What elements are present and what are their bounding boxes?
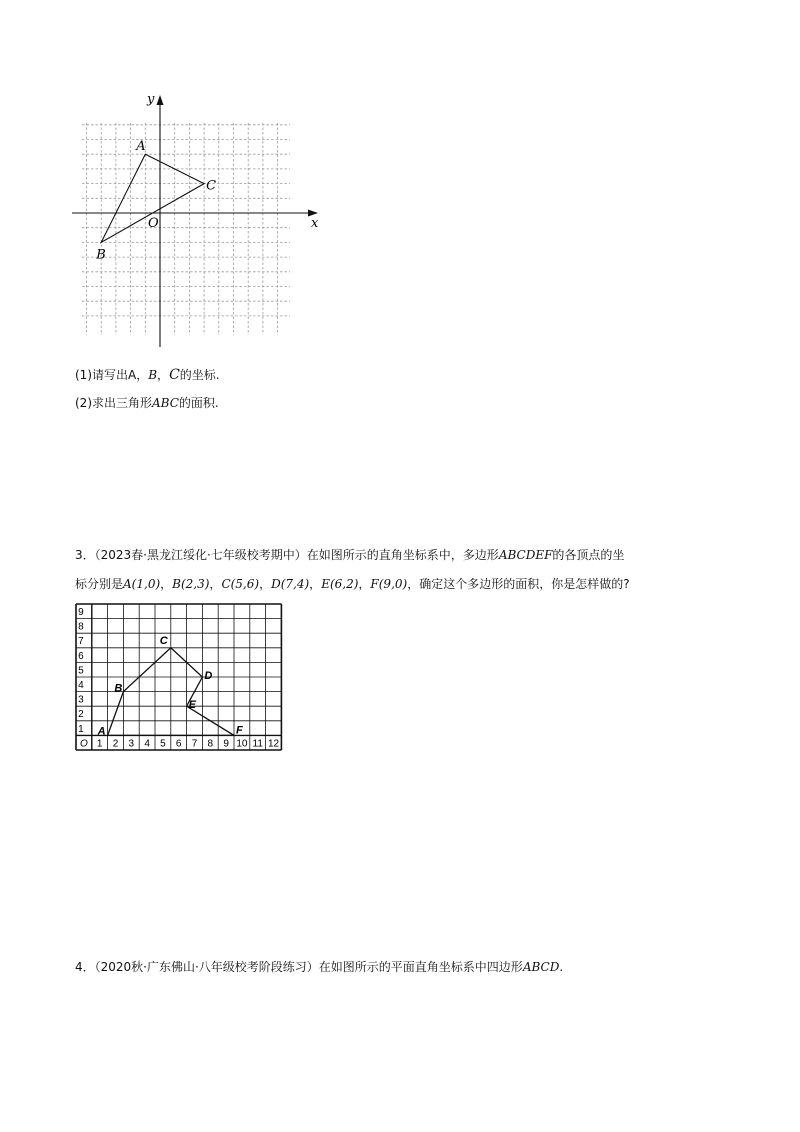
dashed-grid [82,123,290,335]
solid-grid [76,604,281,750]
q2-text-end: 的面积. [178,396,219,410]
quadrilateral-name: ABCD [522,960,560,974]
y-axis-label: y [147,92,155,107]
x-tick-label: 5 [160,738,166,750]
question-3-question: ，确定这个多边形的面积，你是怎样做的? [407,577,630,591]
q1-separator: ， [157,368,170,382]
coord-d: D(7,4) [271,577,310,591]
polygon-grid-figure [74,602,294,774]
x-tick-label: 7 [191,738,198,750]
vertex-labels [97,635,243,738]
x-tick-label: 9 [223,738,229,750]
vertex-label-b: B [96,247,106,263]
triangle-coordinate-figure [70,90,330,350]
x-tick-label: 11 [252,738,263,750]
y-tick-label: 4 [78,680,84,691]
vertex-label-c: C [206,178,217,194]
y-tick-label: 3 [78,694,84,706]
question-4-number: 4． [75,960,95,974]
y-tick-label: 2 [78,709,84,721]
x-tick-label: 4 [144,738,150,750]
x-tick-label: 10 [236,738,248,750]
question-4 [75,958,563,975]
vertex-label: C [159,634,168,647]
coord-a: A(1,0) [123,577,161,591]
coord-c: C(5,6) [221,577,260,591]
q1-text: (1)请写出A， [75,368,149,382]
y-tick-labels [78,607,84,735]
y-tick-label: 6 [78,650,84,662]
x-tick-label: O [80,738,88,750]
vertex-label: B [114,682,123,695]
vertex-label: A [97,725,106,738]
polygon-name: ABCDEF [498,548,553,562]
y-tick-label: 5 [78,665,84,677]
question-3-source: （2023春·黑龙江绥化·七年级校考期中）在如图所示的直角坐标系中，多边形 [94,548,499,562]
question-3-line-1 [75,546,624,563]
coord-b: B(2,3) [172,577,210,591]
y-tick-label: 7 [78,636,84,648]
question-3-number: 3． [75,548,95,562]
point-b: B [148,368,158,382]
question-2-part-1 [75,366,220,383]
vertex-label: E [188,699,196,712]
q1-text-end: 的坐标. [179,368,220,382]
y-axis-arrow [157,95,164,105]
x-tick-label: 12 [267,738,280,750]
triangle-name: ABC [152,396,179,410]
vertex-label-a: A [136,139,146,155]
x-tick-label: 8 [207,738,214,750]
q2-text: (2)求出三角形 [75,396,152,410]
question-3-coords-intro: 标分别是 [75,577,124,591]
y-tick-label: 1 [78,723,84,735]
vertex-label: F [236,724,243,737]
coord-f: F(9,0) [370,577,408,591]
question-2-part-2 [75,394,219,411]
point-c: C [169,367,180,383]
coord-e: E(6,2) [321,577,359,591]
vertex-label: D [204,670,213,682]
question-3-tail: 的各顶点的坐 [552,548,625,562]
question-3-line-2: 标分别是A(1,0)，B(2,3)，C(5,6)，D(7,4)，E(6,2)，F(9,0)，确定这个多边形的面积，你是怎样做的? [75,577,630,591]
x-tick-label: 2 [112,738,119,750]
y-tick-label: 9 [78,607,84,618]
question-4-source: （2020秋·广东佛山·八年级校考阶段练习）在如图所示的平面直角坐标系中四边形 [94,960,523,974]
x-axis-label: x [311,216,319,231]
x-tick-label: 3 [128,738,135,750]
axes [72,95,318,347]
question-4-end: . [559,960,564,974]
x-tick-label: 6 [175,738,182,750]
y-tick-label: 8 [78,621,84,633]
x-tick-label: 1 [96,738,103,750]
origin-label: O [148,216,159,231]
